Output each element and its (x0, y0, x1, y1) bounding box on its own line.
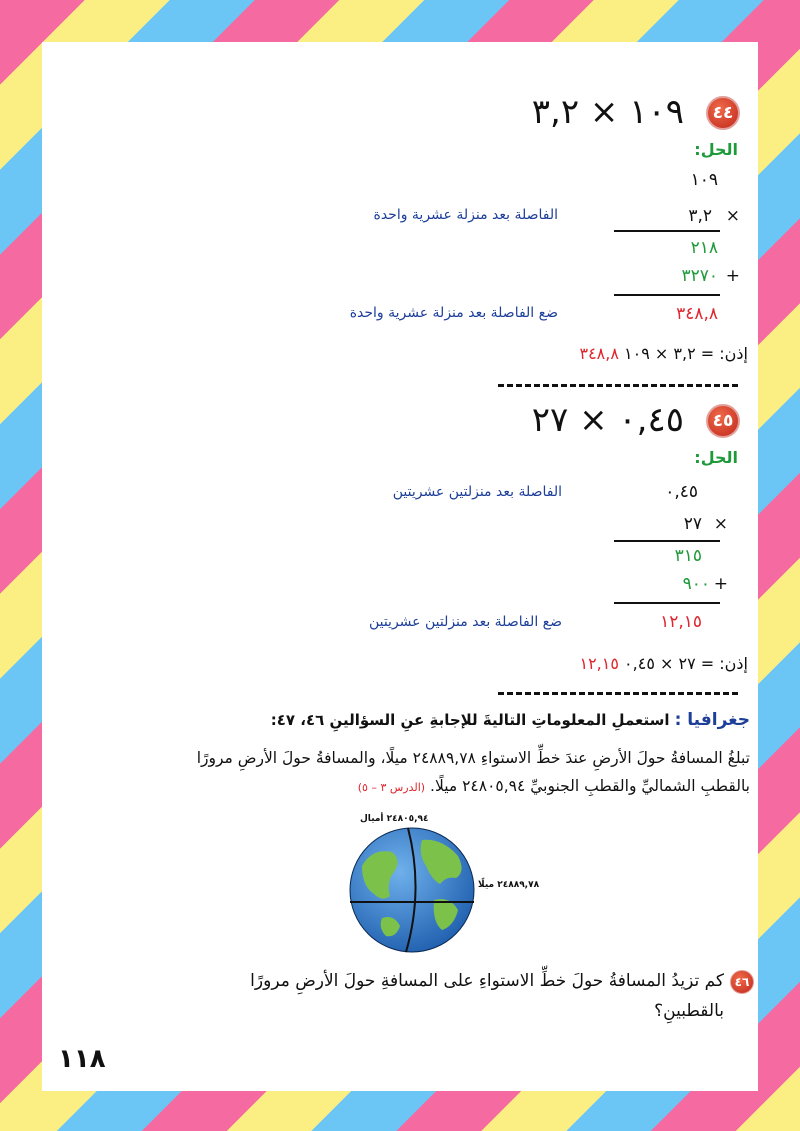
q45-conclusion-result: ١٢,١٥ (579, 654, 619, 673)
geography-instruction: استعملِ المعلوماتِ التاليةَ للإجابةِ عنِ السؤالينِ ٤٦، ٤٧: (270, 711, 670, 729)
question-45-solution-label: الحل: (694, 448, 738, 467)
geography-paragraph-line-2-text: بالقطبِ الشماليِّ والقطبِ الجنوبيِّ ٢٤٨٠٥,٩٤ ميلًا. (430, 777, 750, 795)
lesson-reference: (الدرس ٣ – ٥) (357, 781, 426, 794)
q44-plus-sign: + (725, 266, 746, 286)
q45-plus-sign: + (713, 574, 734, 594)
question-45-expression: ٠,٤٥ × ٢٧ (531, 400, 684, 440)
separator-1 (498, 384, 738, 387)
q44-partial-product-1: ٢١٨ (690, 238, 718, 258)
question-44-solution-label: الحل: (694, 140, 738, 159)
q45-conclusion-expression: ٢٧ × ٠,٤٥ = (624, 654, 715, 673)
question-46-text-line-2: بالقطبينِ؟ (654, 1001, 724, 1021)
q45-multiplicand: ٠,٤٥ (665, 482, 698, 502)
question-46-text-line-1: كم تزيدُ المسافةُ حولَ خطِّ الاستواءِ على المسافةِ حولَ الأرضِ مرورًا (250, 971, 724, 991)
q45-times-sign: × (713, 514, 734, 534)
q44-note-place-decimal: ضع الفاصلة بعد منزلة عشرية واحدة (349, 305, 558, 321)
q44-partial-product-2: ٣٢٧٠ (681, 266, 718, 286)
question-44-badge: ٤٤ (706, 96, 740, 130)
q44-times-sign: × (725, 206, 746, 226)
q45-note-place-decimal: ضع الفاصلة بعد منزلتين عشريتين (368, 614, 562, 630)
q45-partial-product-2: ٩٠٠ (682, 574, 710, 594)
question-45-badge: ٤٥ (706, 404, 740, 438)
page-number: ١١٨ (58, 1044, 106, 1074)
q45-conclusion-prefix: إذن: (719, 654, 748, 673)
geography-paragraph (50, 744, 750, 802)
question-46-badge: ٤٦ (730, 970, 754, 994)
q44-multiplicand: ١٠٩ (690, 170, 718, 190)
globe-top-label: ٢٤٨٠٥,٩٤ أميال (360, 814, 429, 824)
geography-heading (140, 710, 750, 730)
q44-conclusion-result: ٣٤٨,٨ (579, 344, 619, 363)
q44-conclusion-prefix: إذن: (719, 344, 748, 363)
q44-line-1 (614, 230, 720, 232)
globe-side-label: ٢٤٨٨٩,٧٨ ميلًا (478, 880, 540, 890)
geography-label: جغرافيا : (674, 710, 750, 730)
geography-paragraph-line-2 (50, 772, 750, 802)
separator-2 (498, 692, 738, 695)
q44-line-2 (614, 294, 720, 296)
q45-partial-product-1: ٣١٥ (674, 546, 702, 566)
page (42, 42, 758, 1091)
q44-conclusion (579, 344, 748, 363)
q44-multiplier: ٣,٢ (688, 206, 712, 226)
q45-note-decimal-places: الفاصلة بعد منزلتين عشريتين (392, 484, 562, 500)
globe-illustration (342, 826, 482, 956)
q45-conclusion (579, 654, 748, 673)
geography-paragraph-line-1: تبلغُ المسافةُ حولَ الأرضِ عندَ خطِّ الاستواءِ ٢٤٨٨٩,٧٨ ميلًا، والمسافةُ حولَ الأرضِ مرورًا (196, 749, 750, 767)
q45-line-2 (614, 602, 720, 604)
q44-conclusion-expression: ٣,٢ × ١٠٩ = (624, 344, 715, 363)
q44-result: ٣٤٨,٨ (676, 304, 718, 324)
q45-result: ١٢,١٥ (660, 612, 702, 632)
q44-note-decimal-places: الفاصلة بعد منزلة عشرية واحدة (373, 207, 558, 223)
question-44-expression: ١٠٩ × ٣,٢ (531, 92, 684, 132)
q45-line-1 (614, 540, 720, 542)
q45-multiplier: ٢٧ (683, 514, 702, 534)
question-46-text (164, 966, 724, 1026)
